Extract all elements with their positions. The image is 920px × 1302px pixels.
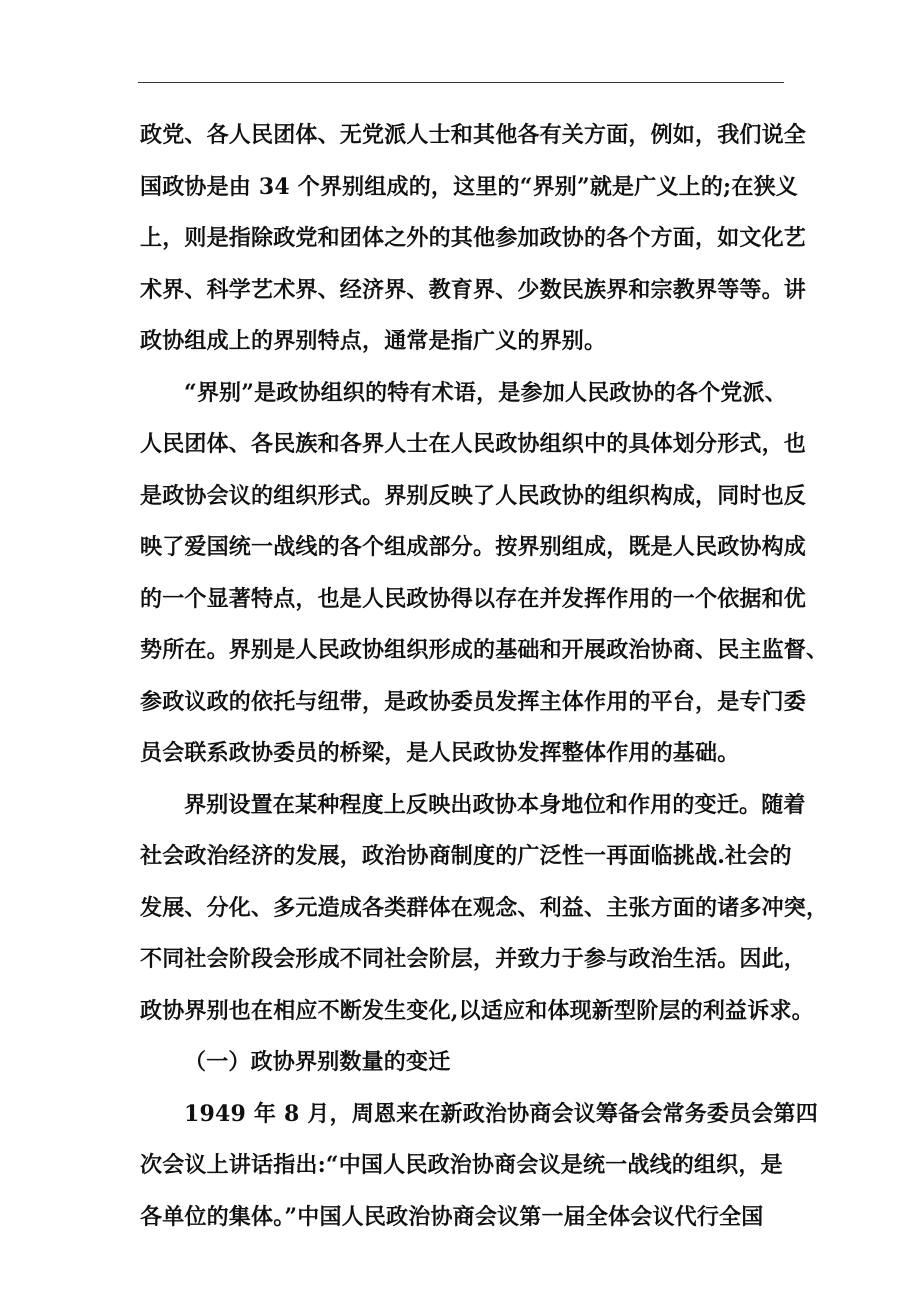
- text-line: 术界、科学艺术界、经济界、教育界、少数民族界和宗教界等等。讲: [140, 276, 807, 303]
- text-line: 上，则是指除政党和团体之外的其他参加政协的各个方面，如文化艺: [140, 225, 807, 251]
- text-line: 是政协会议的组织形式。界别反映了人民政协的组织构成，同时也反: [140, 482, 807, 509]
- text-line: 参政议政的依托与纽带，是政协委员发挥主体作用的平台，是专门委: [140, 688, 807, 715]
- text-line: 势所在。界别是人民政协组织形成的基础和开展政治协商、民主监督、: [140, 637, 829, 663]
- text-line: 不同社会阶段会形成不同社会阶层，并致力于参与政治生活。因此，: [140, 946, 807, 972]
- text-line: 次会议上讲话指出:“中国人民政治协商会议是统一战线的组织，是: [140, 1152, 783, 1178]
- text-line: 政协界别也在相应不断发生变化,以适应和体现新型阶层的利益诉求。: [140, 997, 814, 1024]
- text-line: 人民团体、各民族和各界人士在人民政协组织中的具体划分形式，也: [140, 431, 807, 457]
- text-line: 映了爱国统一战线的各个组成部分。按界别组成，既是人民政协构成: [140, 534, 807, 560]
- header-rule: [138, 82, 784, 83]
- text-line: 发展、分化、多元造成各类群体在观念、利益、主张方面的诸多冲突，: [140, 894, 829, 921]
- text-line: 社会政治经济的发展，政治协商制度的广泛性一再面临挑战.社会的: [140, 843, 792, 869]
- text-line: 国政协是由 34 个界别组成的，这里的“界别”就是广义上的;在狭义: [140, 173, 798, 200]
- text-line: 政党、各人民团体、无党派人士和其他各有关方面，例如，我们说全: [140, 122, 807, 148]
- text-line: 界别设置在某种程度上反映出政协本身地位和作用的变迁。随着: [184, 791, 806, 818]
- text-line: 各单位的集体。”中国人民政治协商会议第一届全体会议代行全国: [140, 1203, 764, 1230]
- text-line: 的一个显著特点，也是人民政协得以存在并发挥作用的一个依据和优: [140, 585, 807, 612]
- text-line: 政协组成上的界别特点，通常是指广义的界别。: [140, 328, 607, 354]
- text-line: （一）政协界别数量的变迁: [184, 1049, 451, 1075]
- text-line: 员会联系政协委员的桥梁，是人民政协发挥整体作用的基础。: [140, 740, 740, 766]
- text-line: “界别”是政协组织的特有术语，是参加人民政协的各个党派、: [184, 379, 787, 406]
- text-line: 1949 年 8 月，周恩来在新政治协商会议筹备会常务委员会第四: [184, 1100, 818, 1127]
- body-text: [140, 110, 829, 1243]
